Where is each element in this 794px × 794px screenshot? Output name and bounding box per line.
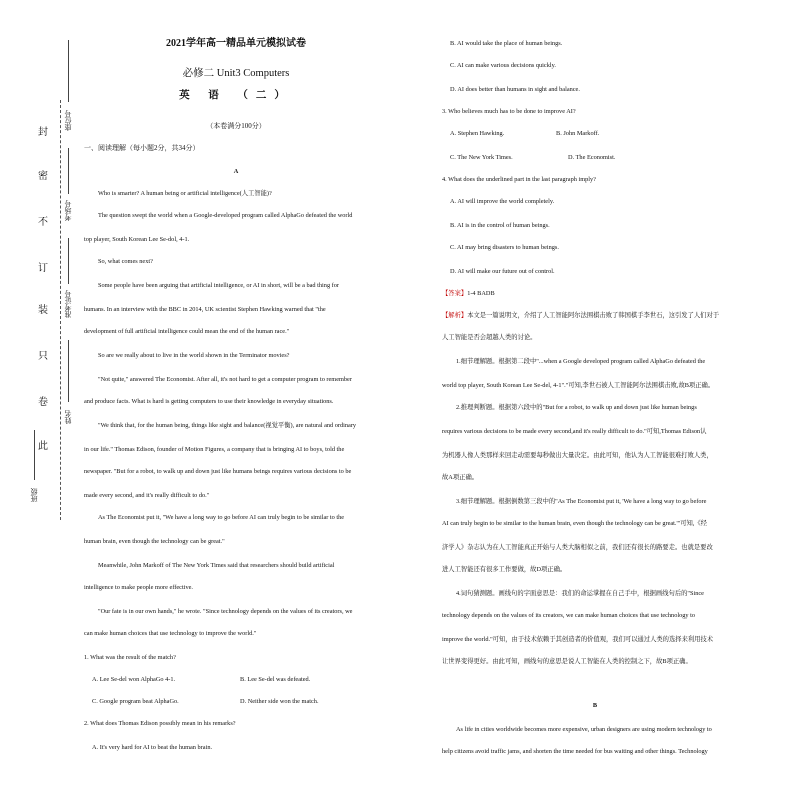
passage-line: and produce facts. What is hard is getting computers to use their knowledge in everyday situations. [84, 398, 334, 405]
binding-char: 卷 [38, 397, 48, 408]
binding-char: 只 [38, 351, 48, 362]
option: B. John Markoff. [556, 130, 600, 137]
passage-line: "We think that, for the human being, things like sight and balance(视觉平衡), are natural and ordinary [98, 422, 357, 429]
option: D. AI will make our future out of control. [450, 268, 555, 275]
binding-char: 装 [38, 305, 48, 316]
option: A. AI will improve the world completely. [450, 198, 555, 205]
passage-letter: B [592, 702, 598, 709]
binding-char: 订 [38, 263, 48, 274]
passage-line: Some people have been arguing that artificial intelligence, or AI in short, will be a bad thing for [98, 282, 340, 289]
analysis-text: 故A项正确。 [442, 474, 479, 481]
subject-title: 英 语 （二） [179, 90, 293, 101]
answer-key: 1-4 BADB [467, 290, 495, 297]
option: D. Neither side won the match. [240, 698, 319, 705]
option: B. Lee Se-del was defeated. [240, 676, 311, 683]
passage-line: intelligence to make people more effective. [84, 584, 193, 591]
name-line [68, 340, 69, 402]
class-label: 班级 [30, 488, 38, 502]
passage-line: "Our fate is in our own hands," he wrote. "Since technology depends on the values of its creators, we [98, 608, 353, 615]
option: A. Lee Se-del won AlphaGo 4-1. [92, 676, 176, 683]
analysis-text: AI can truly begin to be similar to the human brain, even though the technology can be great.'"可知,《经 [442, 520, 707, 527]
passage-line: human brain, even though the technology can be great." [84, 538, 225, 545]
option: A. Stephen Hawking. [450, 130, 505, 137]
exam-title: 2021学年高一精品单元模拟试卷 [166, 38, 306, 49]
passage-line: humans. In an interview with the BBC in 2014, UK scientist Stephen Hawking warned that "the [84, 306, 326, 313]
passage-line: Who is smarter? A human being or artificial intelligence(人工智能)? [98, 190, 272, 197]
option: A. It's very hard for AI to beat the human brain. [92, 744, 213, 751]
name-label: 姓名 [64, 410, 72, 424]
passage-line: development of full artificial intelligence could mean the end of the human race." [84, 328, 290, 335]
passage-line: "Not quite," answered The Economist. After all, it's not hard to get a computer program to remember [98, 376, 352, 383]
analysis-text: technology depends on the values of its creators, we can make human choices that use technology to [442, 612, 696, 619]
analysis-text: 3.细节理解题。根据倒数第三段中的"As The Economist put it, 'We have a long way to go before [456, 498, 707, 505]
passage-line: in our life." Thomas Edison, founder of Motion Figures, a company that is bringing AI to boys, told the [84, 446, 345, 453]
analysis-text: 让世界变得更好。由此可知，画线句的意思是说人工智能在人类的控制之下，故B项正确。 [442, 658, 692, 665]
option: B. AI is in the control of human beings. [450, 222, 550, 229]
analysis-text: 人工智能是否会超越人类的讨论。 [442, 334, 537, 341]
passage-line: So are we really about to live in the world shown in the Terminator movies? [98, 352, 290, 359]
analysis-text: 2.推理判断题。根据第六段中的"But for a robot, to walk up and down just like human beings [456, 404, 697, 411]
option: D. The Economist. [568, 154, 616, 161]
question-stem: 3. Who believes much has to be done to improve AI? [442, 108, 576, 115]
score-note: （本卷满分100分） [206, 122, 266, 130]
question-stem: 2. What does Thomas Edison possibly mean in his remarks? [84, 720, 236, 727]
unit-subtitle: 必修二 Unit3 Computers [182, 68, 290, 79]
passage-line: newspaper. "But for a robot, to walk up and down just like humans beings requires various decisions to be [84, 468, 352, 475]
exam-id-label: 准考证号 [64, 290, 72, 318]
passage-line: help citizens avoid traffic jams, and shorten the time needed for bus waiting and other things. Technology [442, 748, 708, 755]
passage-line: As The Economist put it, "We have a long way to go before AI can truly begin to be similar to the [98, 514, 345, 521]
binding-line [60, 100, 61, 520]
binding-char: 密 [38, 171, 48, 182]
seat-number-line [68, 40, 69, 102]
class-line [34, 430, 35, 480]
analysis-text: 为机器人像人类那样来回走动需要每秒做出大量决定。由此可知，他认为人工智能很难打败人类， [442, 452, 713, 459]
option: C. The New York Times. [450, 154, 513, 161]
answer-line [442, 290, 495, 298]
analysis-text: requires various decisions to be made every second,and it's really difficult to do."可知,Thomas Edison认 [442, 428, 707, 435]
analysis-line [442, 312, 719, 320]
exam-room-label: 考场号 [64, 200, 72, 221]
exam-id-line [68, 238, 69, 284]
answer-label: 【答案】 [442, 290, 468, 297]
option: C. AI can make various decisions quickly. [450, 62, 556, 69]
passage-line: can make human choices that use technology to improve the world." [84, 630, 257, 637]
analysis-text: 进人工智能还有很多工作要做，故D项正确。 [442, 566, 567, 573]
question-stem: 1. What was the result of the match? [84, 654, 176, 661]
binding-char: 不 [38, 217, 48, 228]
analysis-text: improve the world."可知，由于技术依赖于其创造者的价值观，我们可以通过人类的选择来利用技术 [442, 636, 714, 643]
passage-line: made every second, and it's really difficult to do." [84, 492, 210, 499]
passage-line: As life in cities worldwide becomes more expensive, urban designers are using modern technology to [456, 726, 712, 733]
passage-line: Meanwhile, John Markoff of The New York Times said that researchers should build artificial [98, 562, 335, 569]
binding-char: 此 [38, 441, 48, 452]
analysis-text: 4.词句猜测题。画线句的字面意思是：我们的命运掌握在自己手中，根据画线句后的"Since [456, 590, 704, 597]
seat-number-label: 座位号 [64, 110, 72, 131]
passage-line: The question swept the world when a Google-developed program called AlphaGo defeated the world [98, 212, 353, 219]
exam-room-line [68, 148, 69, 194]
question-stem: 4. What does the underlined part in the last paragraph imply? [442, 176, 596, 183]
option: D. AI does better than humans in sight and balance. [450, 86, 580, 93]
analysis-text: world top player, South Korean Lee Se-del, 4-1"."可知,李世石被人工智能阿尔法围棋击败,故B项正确。 [442, 382, 715, 389]
analysis-text: 1.细节理解题。根据第二段中"...when a Google developed program called AlphaGo defeated the [456, 358, 706, 365]
option: B. AI would take the place of human beings. [450, 40, 563, 47]
binding-char: 封 [38, 127, 48, 138]
analysis-text: 本文是一篇说明文，介绍了人工智能阿尔法围棋击败了韩国棋手李世石，这引发了人们对于 [467, 312, 720, 319]
analysis-label: 【解析】 [442, 312, 468, 319]
option: C. Google program beat AlphaGo. [92, 698, 179, 705]
analysis-text: 济学人》杂志认为在人工智能真正开始与人类大脑相似之前，我们还有很长的路要走。也就是要改 [442, 544, 713, 551]
passage-letter: A [233, 168, 239, 175]
passage-line: top player, South Korean Lee Se-dol, 4-1. [84, 236, 190, 243]
passage-line: So, what comes next? [98, 258, 153, 265]
binding-margin [0, 0, 76, 794]
section-heading: 一、阅读理解（每小题2分，共34分） [84, 144, 200, 152]
option: C. AI may bring disasters to human beings. [450, 244, 559, 251]
